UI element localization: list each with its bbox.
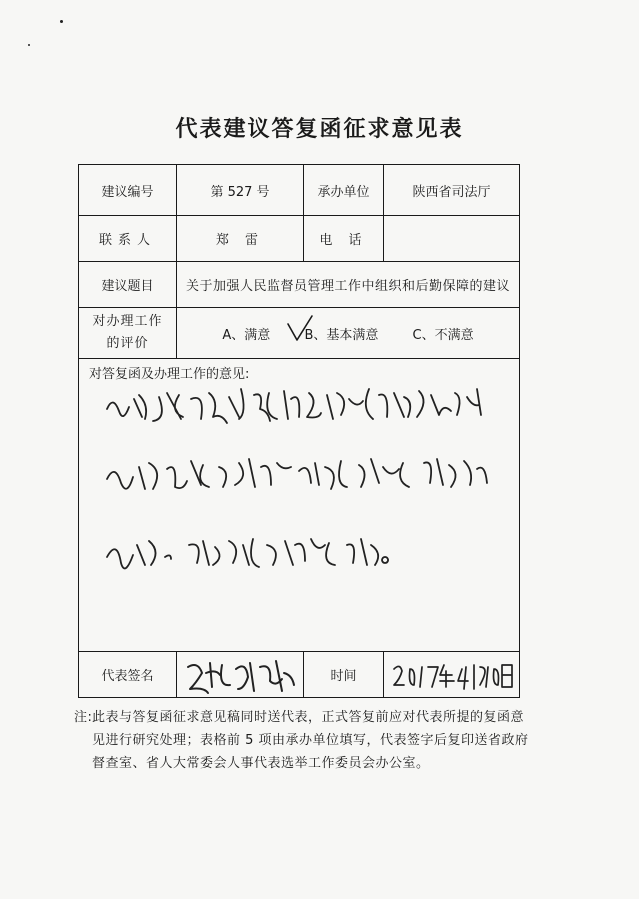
- form-row-contact: [79, 216, 520, 262]
- form-row-signature: [79, 652, 520, 698]
- handwritten-signature: [180, 653, 300, 697]
- time-label: 时间: [304, 652, 384, 698]
- opinion-box: [79, 359, 520, 652]
- form-row-opinion: [79, 359, 520, 652]
- unit-label: 承办单位: [304, 165, 384, 216]
- date-area: [384, 652, 520, 698]
- scan-speck: [60, 20, 63, 23]
- opinion-form-table: [78, 164, 520, 698]
- contact-label: 联系人: [79, 216, 177, 262]
- topic-value: 关于加强人民监督员管理工作中组织和后勤保障的建议: [177, 262, 520, 308]
- option-c[interactable]: C、不满意: [412, 327, 474, 343]
- option-b-label: B、基本满意: [304, 327, 379, 343]
- evaluation-label-line1: 对办理工作: [92, 314, 163, 329]
- number-label: 建议编号: [79, 165, 177, 216]
- evaluation-label-line2: 的评价: [106, 336, 149, 351]
- phone-value: [384, 216, 520, 262]
- form-row-evaluation: [79, 308, 520, 359]
- topic-label: 建议题目: [79, 262, 177, 308]
- notes-text: 此表与答复函征求意见稿同时送代表，正式答复前应对代表所提的复函意见进行研究处理；表格前 5 项由承办单位填写，代表签字后复印送省政府督查室、省人大常委会人事代表选举工作委员会办公室。: [92, 710, 529, 771]
- unit-value: 陕西省司法厅: [384, 165, 520, 216]
- sign-label: 代表签名: [79, 652, 177, 698]
- notes: [74, 706, 532, 775]
- form-row-number: [79, 165, 520, 216]
- form-row-topic: [79, 262, 520, 308]
- option-b-selected[interactable]: [294, 324, 388, 343]
- form-title: 代表建议答复函征求意见表: [175, 117, 464, 142]
- number-value: 第 527 号: [177, 165, 304, 216]
- notes-prefix: 注:: [74, 710, 93, 725]
- signature-area: [177, 652, 304, 698]
- evaluation-label: [79, 308, 177, 359]
- phone-label: 电 话: [304, 216, 384, 262]
- opinion-label: 对答复函及办理工作的意见:: [89, 367, 250, 382]
- handwritten-date: [388, 655, 516, 695]
- option-a[interactable]: A、满意: [222, 327, 271, 343]
- scan-speck: [28, 44, 30, 46]
- contact-value: 郑 雷: [177, 216, 304, 262]
- handwritten-opinion: [79, 359, 520, 651]
- evaluation-options: [177, 308, 520, 359]
